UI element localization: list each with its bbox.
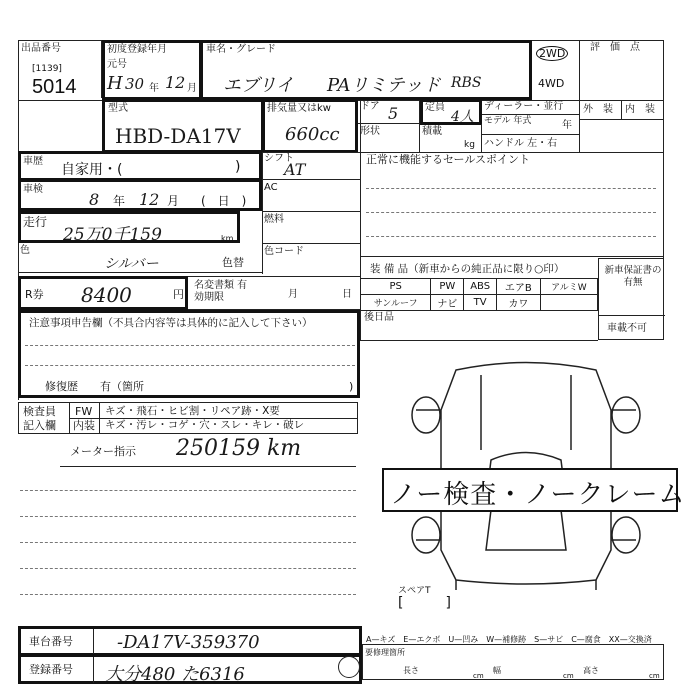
stamp-text: ノー検査・ノークレーム bbox=[390, 480, 686, 510]
tax-label: 名変書類 有効期限 bbox=[194, 280, 248, 303]
name-grade-label: 車名・グレード bbox=[206, 44, 276, 55]
year-unit: 年 bbox=[149, 83, 159, 94]
equip-tv: TV bbox=[464, 295, 497, 311]
usage-value: 自家用・( bbox=[61, 162, 123, 178]
first-reg-label: 初度登録年月 bbox=[107, 44, 167, 55]
damage-legend: A—キズ E—エクボ U—凹み W—補修跡 S—サビ C—腐食 XX—交換済 bbox=[366, 635, 652, 644]
spare-bracket: [ ] bbox=[398, 595, 451, 611]
shaken-day-unit: (日) bbox=[201, 194, 259, 208]
inspector-label-1: 検査員 bbox=[23, 405, 56, 418]
equip-leather: カワ bbox=[496, 295, 540, 311]
repair-width: 幅 bbox=[493, 666, 501, 675]
interior-cell bbox=[622, 100, 664, 120]
equip-alloy: アルミW bbox=[540, 279, 597, 295]
equip-navi: ナビ bbox=[431, 295, 464, 311]
usage-close: ) bbox=[235, 159, 241, 175]
registration-label: 登録番号 bbox=[29, 663, 73, 676]
drive-2wd: 2WD bbox=[536, 46, 568, 61]
model-year-line bbox=[482, 134, 580, 135]
doors-label: ドア bbox=[360, 101, 380, 112]
lot-label: 出品番号 bbox=[21, 43, 61, 54]
color-label: 色 bbox=[20, 245, 30, 256]
shaken-year: 8 bbox=[89, 190, 100, 209]
blank-line-2 bbox=[20, 516, 356, 517]
drive-cell bbox=[532, 40, 580, 100]
repair-length: 長さ bbox=[403, 666, 419, 675]
equip-abs: ABS bbox=[464, 279, 497, 295]
tax-day: 日 bbox=[342, 289, 352, 300]
color-value: シルバー bbox=[104, 256, 159, 272]
frame-number-label: 車台番号 bbox=[29, 635, 73, 648]
recycle-value: 8400 bbox=[81, 283, 132, 307]
displacement-box bbox=[262, 99, 358, 153]
equipment-row-1 bbox=[361, 279, 598, 295]
usage-box bbox=[18, 151, 262, 181]
lot-cell bbox=[18, 40, 102, 98]
handle-label: ハンドル 左・右 bbox=[484, 138, 558, 149]
meter-label: メーター指示 bbox=[70, 445, 136, 458]
ac-label: AC bbox=[264, 182, 278, 193]
blank-line-4 bbox=[20, 568, 356, 569]
notes-line-2 bbox=[25, 365, 355, 366]
warranty-box bbox=[598, 258, 664, 340]
int-label: 内装 bbox=[73, 419, 95, 432]
frame-div bbox=[93, 629, 94, 655]
dealer-line bbox=[482, 114, 580, 115]
sp-line-1 bbox=[366, 188, 656, 189]
frame-number-value: -DA17V-359370 bbox=[117, 632, 260, 653]
car-extra: RBS bbox=[451, 75, 482, 91]
model-label: 型式 bbox=[108, 103, 128, 114]
shaken-box bbox=[18, 179, 262, 211]
displacement-label: 排気量又はkw bbox=[267, 103, 331, 114]
fw-items: キズ・飛石・ヒビ割・リペア跡・X要 bbox=[105, 405, 280, 417]
repair-height: 高さ bbox=[583, 666, 599, 675]
equip-ps: PS bbox=[361, 279, 431, 295]
doors-value: 5 bbox=[388, 104, 399, 123]
capacity-label: 定員 bbox=[425, 102, 445, 113]
tax-month: 月 bbox=[288, 289, 298, 300]
usage-label: 車歴 bbox=[23, 156, 43, 167]
stamp-box bbox=[382, 468, 686, 512]
notes-box bbox=[18, 310, 360, 398]
notes-title: 注意事項申告欄（不具合内容等は具体的に記入して下さい） bbox=[29, 317, 313, 329]
registration-box bbox=[18, 654, 362, 684]
first-registration-box bbox=[102, 40, 202, 100]
shaken-label: 車検 bbox=[23, 184, 43, 195]
equip-blank bbox=[540, 295, 597, 311]
notes-line-1 bbox=[25, 345, 355, 346]
evaluation-cell bbox=[580, 40, 664, 100]
equip-bottom bbox=[360, 340, 598, 341]
frame-number-box bbox=[18, 626, 362, 656]
tax-cell bbox=[188, 276, 360, 310]
bottom-circle bbox=[338, 656, 360, 678]
registration-value: 大分480 た6316 bbox=[105, 664, 245, 685]
mileage-value: 25万0千159 bbox=[63, 225, 162, 245]
capacity-value: 4人 bbox=[451, 109, 474, 125]
evaluation-label: 評 価 点 bbox=[590, 42, 640, 53]
model-year-label: モデル 年式 bbox=[484, 116, 532, 126]
inspector-box bbox=[18, 402, 358, 434]
shape-label: 形状 bbox=[360, 126, 380, 137]
month-unit: 月 bbox=[187, 83, 197, 94]
color-code-label: 色コード bbox=[264, 246, 304, 257]
displacement-value: 660cc bbox=[285, 124, 340, 145]
inspector-label-2: 記入欄 bbox=[23, 419, 56, 432]
unit-cm-1: cm bbox=[473, 672, 484, 680]
mileage-box bbox=[18, 211, 240, 243]
fw-label: FW bbox=[75, 405, 93, 418]
shift-cell bbox=[262, 152, 360, 180]
blank-line-3 bbox=[20, 542, 356, 543]
sp-line-2 bbox=[366, 212, 656, 213]
fuel-cell bbox=[262, 212, 360, 244]
repair-label: 修復歴 有（箇所 bbox=[45, 380, 144, 393]
model-year-unit: 年 bbox=[562, 120, 572, 131]
doors-cell bbox=[358, 100, 420, 124]
blank-line-1 bbox=[20, 490, 356, 491]
warranty-label: 新車保証書の有無 bbox=[604, 265, 662, 288]
load-label: 積載 bbox=[422, 126, 442, 137]
spare-label: スペアT bbox=[398, 586, 431, 596]
repair-size-box bbox=[362, 644, 664, 680]
unit-cm-3: cm bbox=[649, 672, 660, 680]
repair-close: ) bbox=[349, 380, 354, 393]
color-change-label: 色替 bbox=[222, 256, 244, 269]
drive-4wd: 4WD bbox=[538, 77, 565, 90]
recycle-unit: 円 bbox=[173, 288, 184, 301]
equip-airbag: エアB bbox=[496, 279, 540, 295]
model-box bbox=[102, 99, 264, 153]
dealer-cell bbox=[482, 100, 580, 152]
shaken-year-unit: 年 bbox=[113, 194, 126, 208]
equip-pw: PW bbox=[431, 279, 464, 295]
reg-div bbox=[93, 657, 94, 683]
dealer-label: ディーラー・並行 bbox=[484, 101, 564, 112]
shape-cell bbox=[358, 124, 420, 152]
exterior-label: 外 装 bbox=[583, 104, 613, 115]
shift-value: AT bbox=[284, 160, 306, 179]
first-reg-year: 30 bbox=[125, 75, 145, 93]
mileage-label: 走行 bbox=[23, 215, 48, 229]
capacity-box bbox=[420, 99, 482, 125]
repair-size-label: 要修理箇所 bbox=[365, 648, 405, 657]
color-code-cell bbox=[262, 244, 360, 274]
gengo-label: 元号 bbox=[107, 59, 127, 70]
first-reg-month: 12 bbox=[165, 73, 186, 92]
car-name-box bbox=[200, 40, 532, 100]
shift-label: シフト bbox=[264, 153, 294, 164]
ac-cell bbox=[262, 180, 360, 212]
load-unit: kg bbox=[464, 140, 475, 150]
equip-sunroof: サンルーフ bbox=[361, 295, 431, 311]
selling-points-label: 正常に機能するセールスポイント bbox=[366, 153, 531, 166]
lot-number: 5014 bbox=[32, 76, 77, 98]
sp-line-3 bbox=[366, 236, 656, 237]
warranty-note: 車載不可 bbox=[607, 323, 647, 334]
blank-line-5 bbox=[20, 594, 356, 595]
recycle-box bbox=[18, 276, 188, 310]
meter-value: 250159 km bbox=[176, 436, 302, 461]
equipment-grid bbox=[360, 278, 598, 311]
car-name: エブリイ bbox=[223, 75, 294, 96]
model-value: HBD-DA17V bbox=[115, 124, 241, 148]
lot-sub: [1139] bbox=[32, 64, 62, 74]
fuel-label: 燃料 bbox=[264, 214, 284, 225]
color-cell bbox=[18, 243, 262, 273]
sp-bottom bbox=[360, 256, 664, 257]
recycle-label: R券 bbox=[25, 288, 44, 301]
car-grade: PAリミテッド bbox=[327, 75, 441, 96]
retrofit-label: 後日品 bbox=[364, 312, 394, 323]
exterior-cell bbox=[580, 100, 622, 120]
interior-label: 内 装 bbox=[625, 104, 655, 115]
mileage-unit: km bbox=[221, 234, 234, 243]
int-items: キズ・汚レ・コゲ・穴・スレ・キレ・破レ bbox=[105, 419, 305, 431]
equipment-row-2 bbox=[361, 295, 598, 311]
shaken-month-unit: 月 bbox=[167, 194, 180, 208]
warranty-line bbox=[599, 315, 665, 316]
first-reg-era: H bbox=[107, 73, 123, 94]
equipment-title: 装 備 品（新車からの純正品に限り○印） bbox=[370, 263, 565, 275]
meter-line bbox=[60, 466, 356, 467]
load-cell bbox=[420, 124, 482, 152]
shaken-month: 12 bbox=[139, 190, 160, 209]
selling-points bbox=[360, 152, 664, 256]
unit-cm-2: cm bbox=[563, 672, 574, 680]
